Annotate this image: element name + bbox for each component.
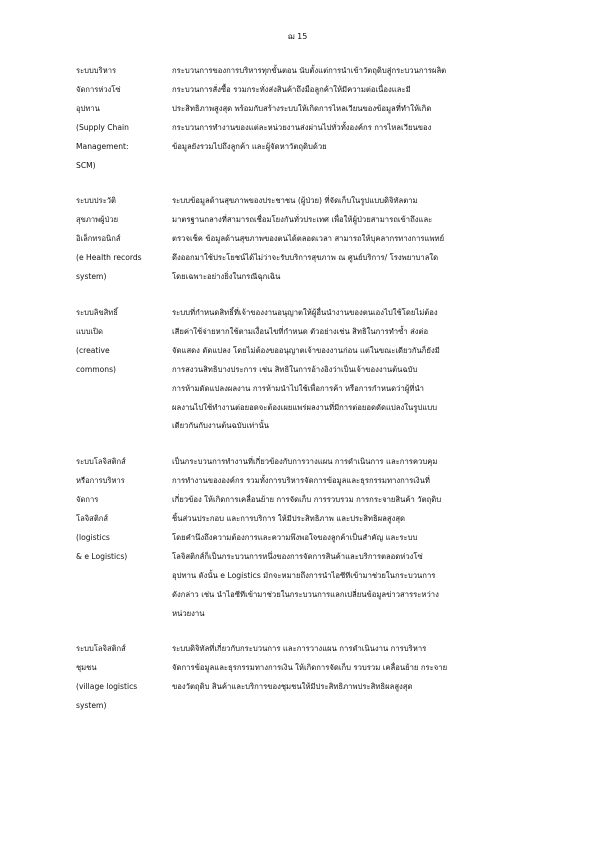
definition-line: ของวัตถุดิบ สินค้าและบริการของชุมชนให้มีประสิทธิภาพประสิทธิผลสูงสุด	[172, 682, 413, 692]
definition-line: อุปทาน ดังนั้น e Logistics มักจะหมายถึงการนำไอซีทีเข้ามาช่วยในกระบวนการ	[172, 570, 436, 580]
definition-line: เป็นกระบวนการทำงานที่เกี่ยวข้องกับการวางแผน การดำเนินการ และการควบคุม	[172, 457, 438, 467]
term-line: (e Health records	[76, 253, 142, 263]
term-line: SCM)	[76, 160, 96, 170]
term-line: อุปทาน	[76, 103, 100, 113]
term-line: แบบเปิด	[76, 326, 103, 336]
definition-line: โดยคำนึงถึงความต้องการและความพึงพอใจของลูกค้าเป็นสำคัญ และระบบ	[172, 532, 418, 542]
term-line: (Supply Chain	[76, 122, 129, 132]
term-line: ระบบโลจิสติกส์	[76, 457, 126, 467]
term-line: จัดการห่วงโซ่	[76, 84, 121, 94]
definition-line: จัดการข้อมูลและธุรกรรมทางการเงิน ให้เกิดการจัดเก็บ รวบรวม เคลื่อนย้าย กระจาย	[172, 663, 448, 673]
glossary-term	[76, 62, 172, 175]
term-line: หรือการบริหาร	[76, 476, 125, 486]
term-line: Management:	[76, 141, 129, 151]
definition-line: กระบวนการสั่งซื้อ รวมกระทั่งส่งสินค้าถึงมือลูกค้าให้มีความต่อเนื่องและมี	[172, 84, 411, 94]
definition-line: เดียวกันกับงานต้นฉบับเท่านั้น	[172, 421, 269, 431]
term-line: commons)	[76, 364, 116, 374]
term-line: โลจิสติกส์	[76, 514, 108, 524]
glossary-entry-logistics	[76, 453, 527, 623]
definition-line: เสียค่าใช้จ่ายหากใช้ตามเงื่อนไขที่กำหนด ตัวอย่างเช่น สิทธิในการทำซ้ำ ส่งต่อ	[172, 326, 429, 336]
glossary-definition	[172, 304, 527, 436]
term-line: จัดการ	[76, 495, 99, 505]
definition-line: โดยเฉพาะอย่างยิ่งในกรณีฉุกเฉิน	[172, 272, 281, 282]
definition-line: ผลงานไปใช้ทำงานต่อยอดจะต้องเผยแพร่ผลงานที่มีการต่อยอดดัดแปลงในรูปแบบ	[172, 402, 437, 412]
definition-line: ดังกล่าว เช่น นำไอซีทีเข้ามาช่วยในกระบวนการแลกเปลี่ยนข้อมูลข่าวสารระหว่าง	[172, 589, 439, 599]
term-line: ระบบลิขสิทธิ์	[76, 307, 118, 317]
definition-line: หน่วยงาน	[172, 608, 205, 618]
definition-line: การห้ามดัดแปลงผลงาน การห้ามนำไปใช้เพื่อการค้า หรือการกำหนดว่าผู้ที่นำ	[172, 383, 424, 393]
definition-line: ดึงออกมาใช้ประโยชน์ได้ไม่ว่าจะรับบริการสุขภาพ ณ ศูนย์บริการ/ โรงพยาบาลใด	[172, 253, 439, 263]
glossary-term	[76, 304, 172, 436]
definition-line: มาตรฐานกลางที่สามารถเชื่อมโยงกันทั่วประเทศ เพื่อให้ผู้ป่วยสามารถเข้าถึงและ	[172, 215, 433, 225]
definition-line: การทำงานขององค์กร รวมทั้งการบริหารจัดการข้อมูลและธุรกรรมทางการเงินที่	[172, 476, 430, 486]
definition-line: ระบบข้อมูลด้านสุขภาพของประชาชน (ผู้ป่วย) ที่จัดเก็บในรูปแบบดิจิทัลตาม	[172, 196, 418, 206]
definition-line: ข้อมูลยังรวมไปถึงลูกค้า และผู้จัดหาวัตถุดิบด้วย	[172, 141, 327, 151]
glossary-entry-e-health-records	[76, 192, 527, 287]
glossary-term	[76, 453, 172, 623]
glossary-definition	[172, 640, 527, 716]
definition-line: เกี่ยวข้อง ให้เกิดการเคลื่อนย้าย การจัดเก็บ การรวบรวม การกระจายสินค้า วัตถุดิบ	[172, 495, 442, 505]
page-number: ฌ 15	[287, 32, 308, 41]
definition-line: ตรวจเช็ค ข้อมูลด้านสุขภาพของตนได้ตลอดเวลา สามารถให้บุคลากรทางการแพทย์	[172, 234, 445, 244]
term-line: ระบบโลจิสติกส์	[76, 644, 126, 654]
definition-line: ระบบที่กำหนดสิทธิ์ที่เจ้าของงานอนุญาตให้ผู้อื่นนำงานของตนเองไปใช้โดยไม่ต้อง	[172, 307, 438, 317]
term-line: system)	[76, 701, 107, 711]
definition-line: ชิ้นส่วนประกอบ และการบริการ ให้มีประสิทธิภาพ และประสิทธิผลสูงสุด	[172, 514, 406, 524]
term-line: & e Logistics)	[76, 551, 128, 561]
term-line: ระบบประวัติ	[76, 196, 116, 206]
glossary-entry-village-logistics	[76, 640, 527, 716]
definition-line: กระบวนการทำงานของแต่ละหน่วยงานส่งผ่านไปทั่วทั้งองค์กร การไหลเวียนของ	[172, 122, 432, 132]
glossary-entry-creative-commons	[76, 304, 527, 436]
glossary-definition	[172, 453, 527, 623]
term-line: ชุมชน	[76, 663, 97, 673]
term-line: (logistics	[76, 532, 110, 542]
term-line: (creative	[76, 345, 110, 355]
term-line: system)	[76, 272, 107, 282]
glossary-list	[76, 62, 527, 733]
glossary-definition	[172, 62, 527, 175]
glossary-term	[76, 640, 172, 716]
definition-line: ประสิทธิภาพสูงสุด พร้อมกับสร้างระบบให้เกิดการไหลเวียนของข้อมูลที่ทำให้เกิด	[172, 103, 432, 113]
definition-line: ระบบดิจิทัลที่เกี่ยวกับกระบวนการ และการวางแผน การดำเนินงาน การบริหาร	[172, 644, 427, 654]
glossary-term	[76, 192, 172, 287]
glossary-entry-supply-chain	[76, 62, 527, 175]
term-line: (village logistics	[76, 682, 138, 692]
term-line: สุขภาพผู้ป่วย	[76, 215, 119, 225]
term-line: ระบบบริหาร	[76, 66, 117, 75]
definition-line: จัดแสดง ดัดแปลง โดยไม่ต้องขออนุญาตเจ้าของงานก่อน แต่ในขณะเดียวกันก็ยังมี	[172, 345, 440, 355]
definition-line: กระบวนการของการบริหารทุกขั้นตอน นับตั้งแต่การนำเข้าวัตถุดิบสู่กระบวนการผลิต	[172, 66, 447, 75]
term-line: อิเล็กทรอนิกส์	[76, 234, 121, 244]
glossary-definition	[172, 192, 527, 287]
definition-line: โลจิสติกส์ก็เป็นกระบวนการหนึ่งของการจัดการสินค้าและบริการตลอดห่วงโซ่	[172, 551, 423, 561]
definition-line: การสงวนสิทธิบางประการ เช่น สิทธิในการอ้างอิงว่าเป็นเจ้าของงานต้นฉบับ	[172, 364, 418, 374]
